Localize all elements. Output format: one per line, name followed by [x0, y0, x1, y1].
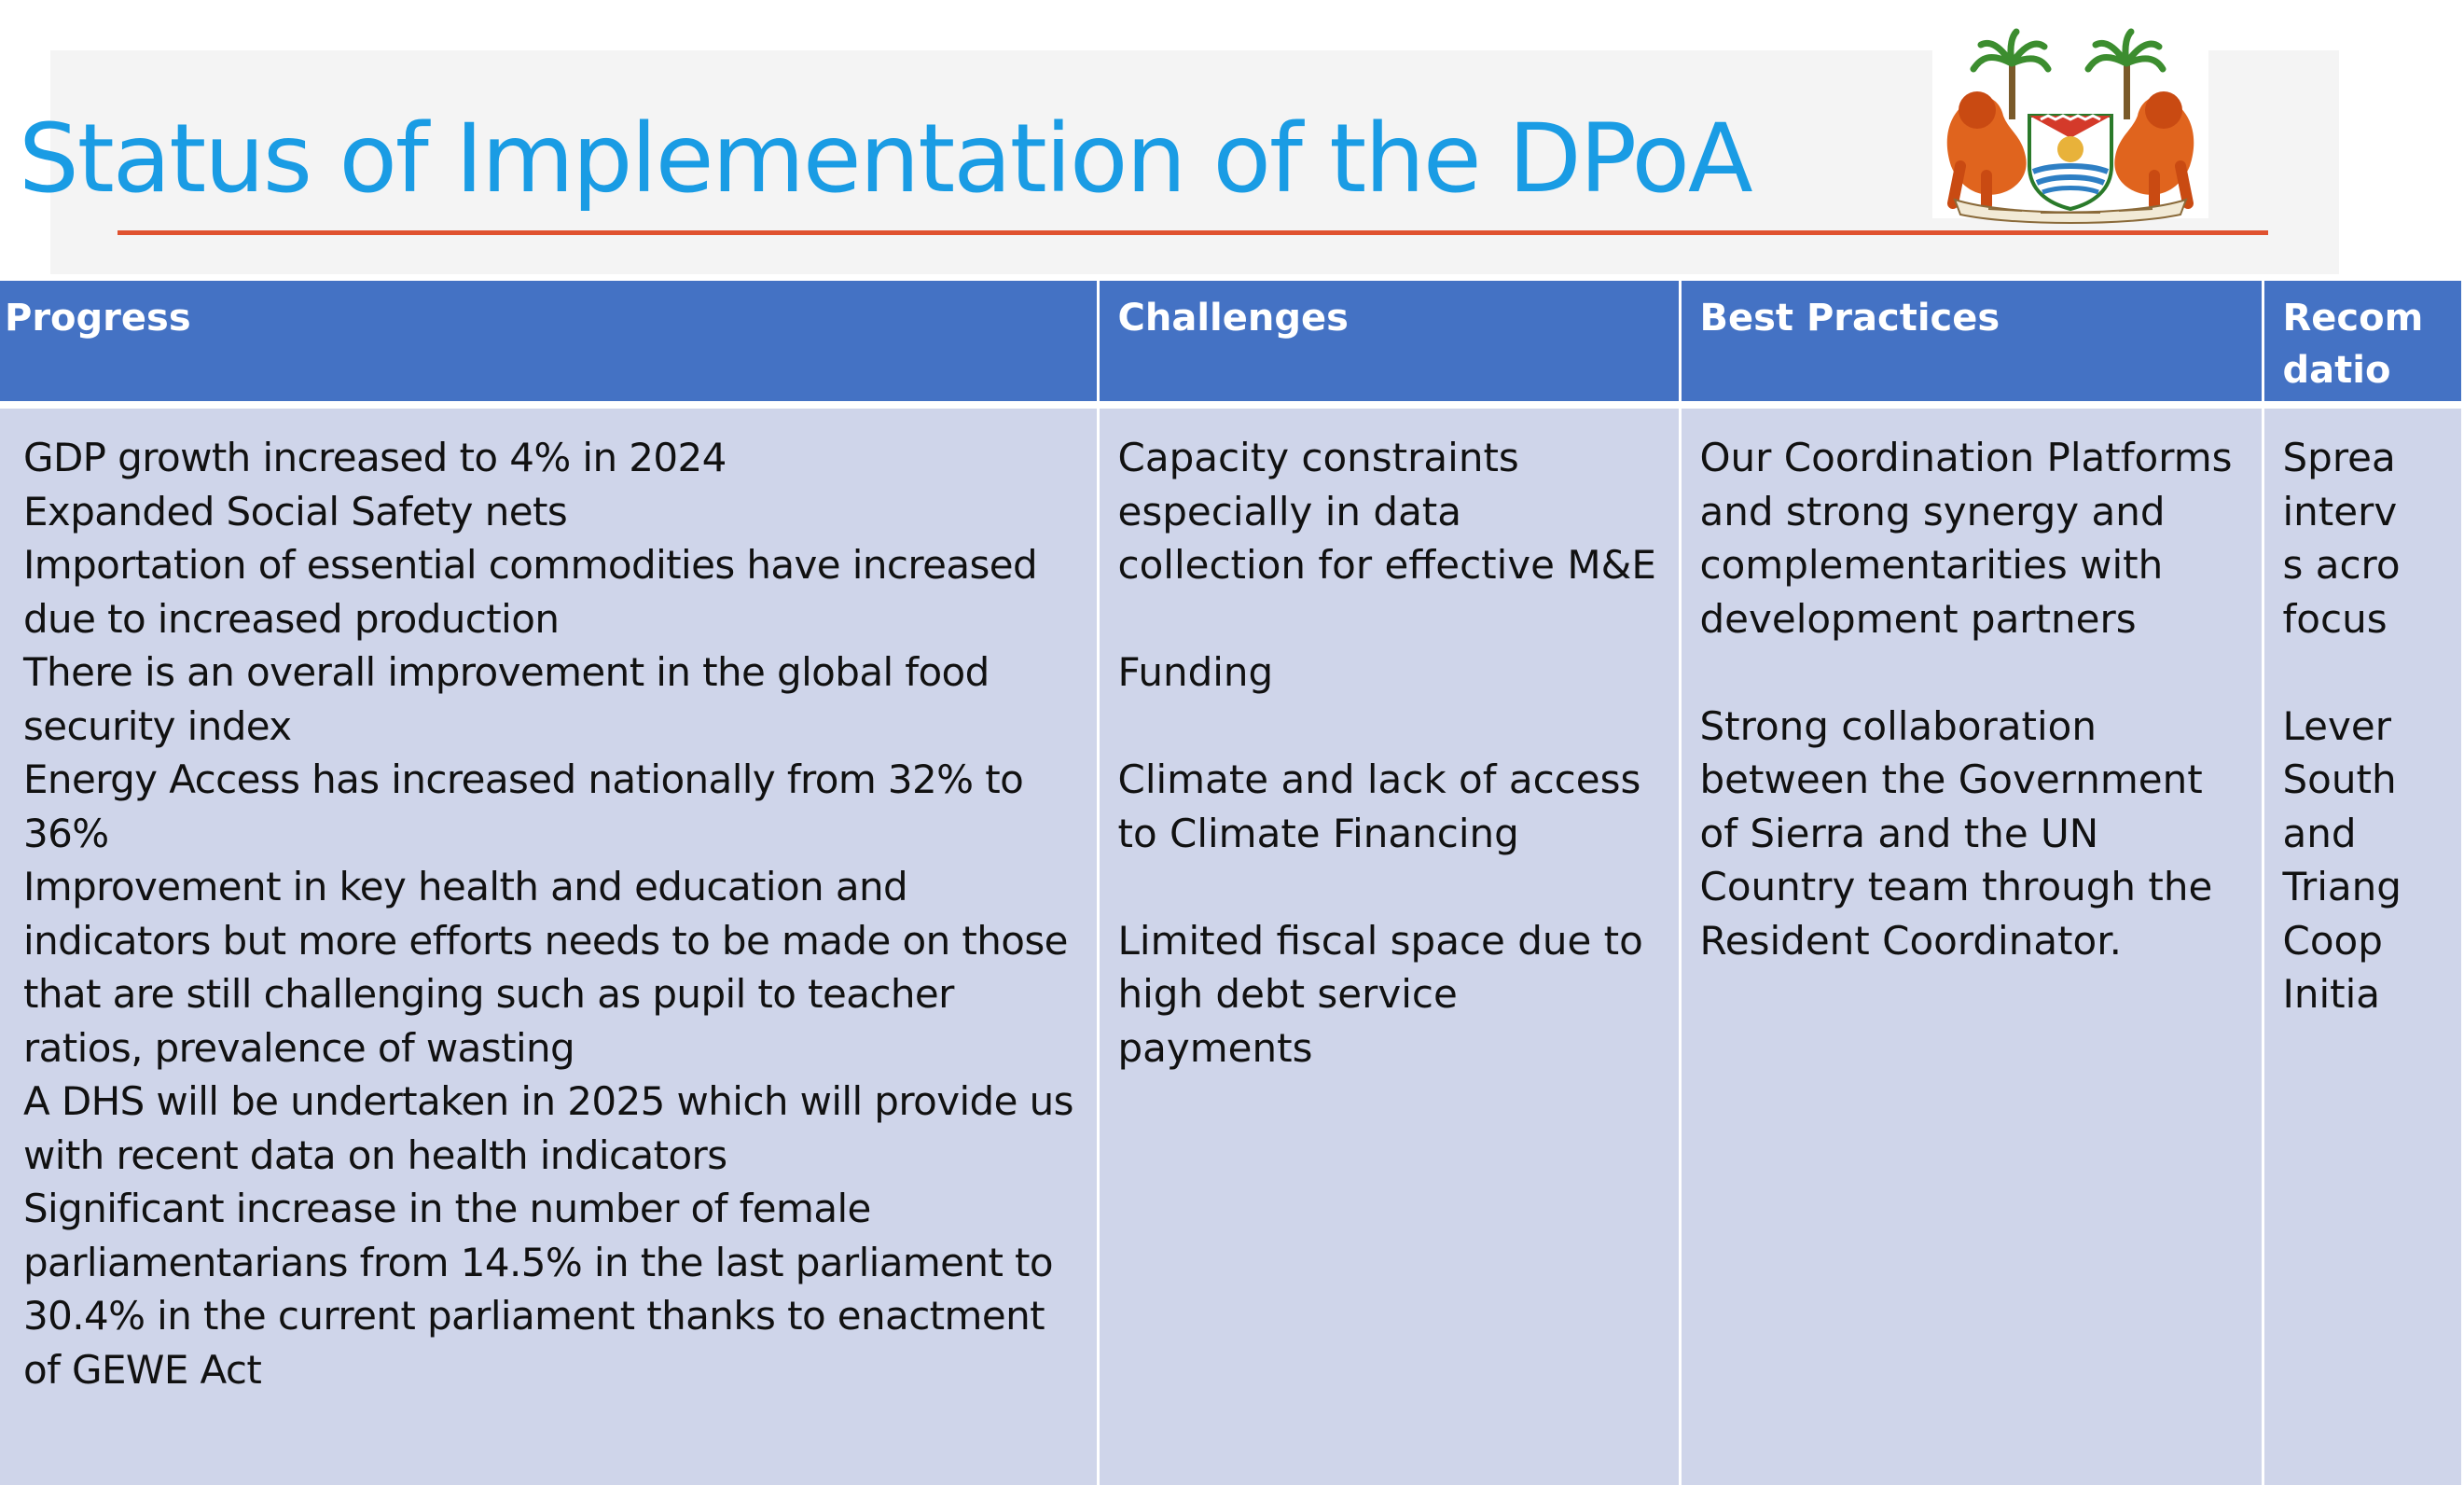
best-practices-list [1700, 431, 2243, 967]
recommendations-cell [2263, 405, 2462, 1485]
status-table [0, 281, 2464, 1485]
best-practice-item: Strong collaboration between the Government of Sierra and the UN Country team through the Resident Coordinator. [1699, 702, 2213, 964]
recommendation-line: Triang [2282, 864, 2402, 909]
table-body-row [0, 405, 2462, 1485]
progress-item: Expanded Social Safety nets [23, 488, 568, 534]
progress-item: Significant increase in the number of female parliamentarians from 14.5% in the last parliament to 30.4% in the current parliament thanks to enactment of GEWE Act [23, 1186, 1054, 1393]
progress-cell [0, 405, 1098, 1485]
progress-item: Energy Access has increased nationally from 32% to 36% [23, 756, 1024, 856]
slide-title: Status of Implementation of the DPoA [19, 104, 1751, 215]
table-header-row [0, 281, 2462, 405]
recommendation-line: and [2282, 810, 2357, 856]
recommendation-line: Initia [2282, 971, 2381, 1017]
progress-item: A DHS will be undertaken in 2025 which will provide us with recent data on health indicators [23, 1078, 1073, 1178]
progress-item: There is an overall improvement in the global food security index [23, 649, 990, 749]
progress-item: GDP growth increased to 4% in 2024 [23, 435, 727, 480]
recommendation-line [2283, 645, 2443, 700]
recommendation-line: Lever [2282, 702, 2391, 749]
challenge-item: Funding [1117, 649, 1274, 695]
challenge-item: Capacity constraints especially in data collection for effective M&E [1117, 435, 1656, 588]
progress-list [0, 431, 1078, 1396]
best-practices-cell [1680, 405, 2263, 1485]
recommendation-line: Sprea [2282, 435, 2396, 480]
recommendation-line: Coop [2282, 917, 2383, 964]
challenges-list [1118, 431, 1660, 1075]
title-underline [118, 230, 2268, 235]
recommendation-line: interv [2282, 488, 2398, 534]
challenge-item: Climate and lack of access to Climate Financing [1117, 756, 1641, 856]
challenges-column-header: Challenges [1098, 281, 1680, 405]
progress-column-header: Progress [0, 281, 1098, 405]
progress-item: Improvement in key health and education and indicators but more efforts needs to be made on those that are still challenging such as pupil to teacher ratios, prevalence of wasting [23, 864, 1068, 1071]
challenges-cell [1098, 405, 1680, 1485]
progress-item: Importation of essential commodities have increased due to increased production [23, 542, 1038, 642]
coat-of-arms-icon [1932, 26, 2208, 218]
challenge-item: Limited fiscal space due to high debt service payments [1117, 917, 1643, 1071]
recommendation-line: South [2282, 756, 2397, 802]
recommendation-line: focus [2282, 595, 2388, 642]
best-practice-item: Our Coordination Platforms and strong synergy and complementarities with development partners [1699, 435, 2233, 642]
recommendations-column-header: Recom datio [2263, 281, 2462, 405]
recommendations-list [2283, 431, 2443, 1021]
best-practices-column-header: Best Practices [1680, 281, 2263, 405]
recommendation-line: s acro [2282, 542, 2401, 588]
